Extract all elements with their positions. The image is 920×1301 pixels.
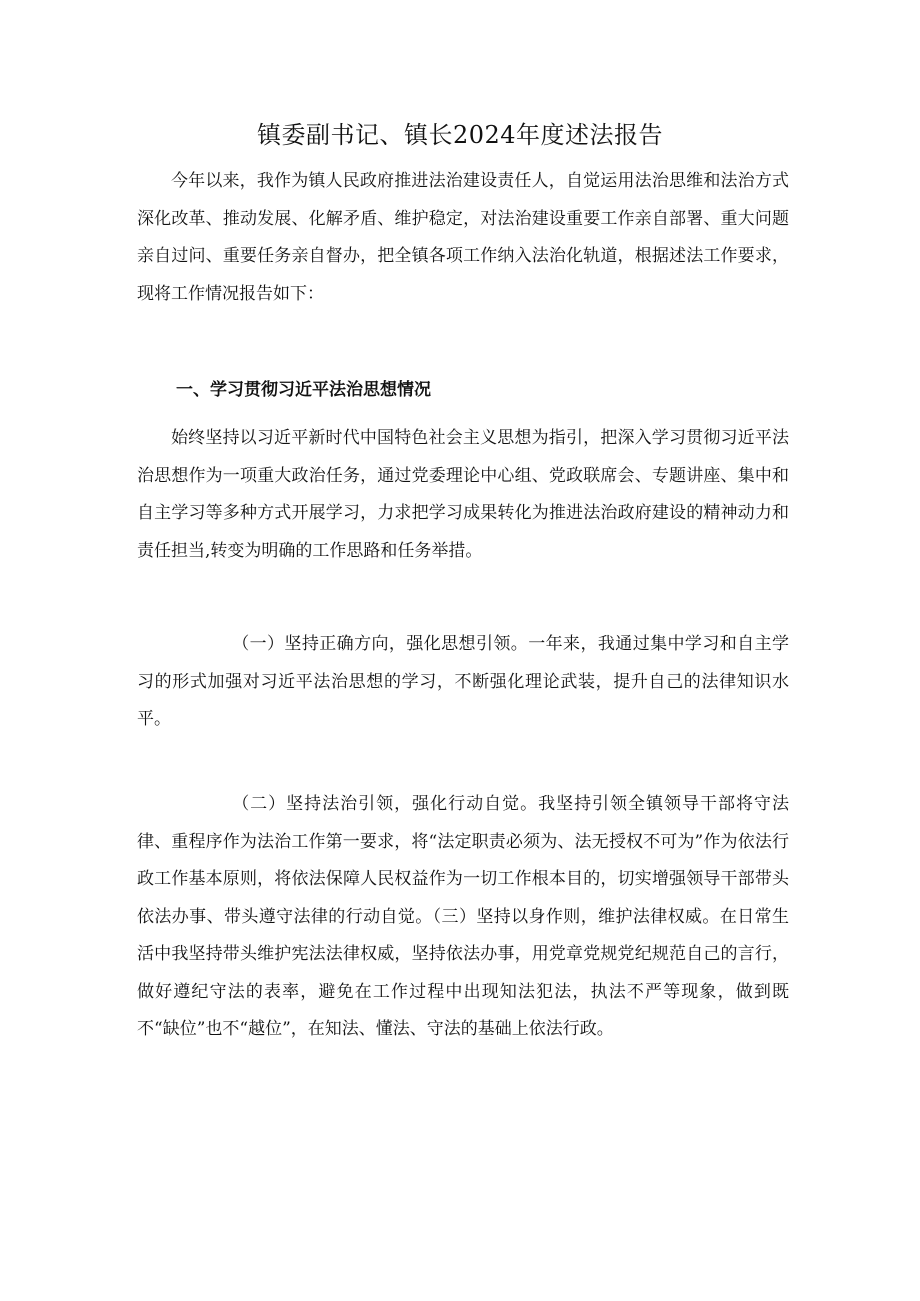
intro-paragraph: 今年以来，我作为镇人民政府推进法治建设责任人，自觉运用法治思维和法治方式深化改革、推动发展、化解矛盾、维护稳定，对法治建设重要工作亲自部署、重大问题亲自过问、重要任务亲自督办，把全镇各项工作纳入法治化轨道，根据述法工作要求，现将工作情况报告如下： (137, 171, 789, 304)
section-1-paragraph: 始终坚持以习近平新时代中国特色社会主义思想为指引，把深入学习贯彻习近平法治思想作为一项重大政治任务，通过党委理论中心组、党政联席会、专题讲座、集中和自主学习等多种方式开展学习，力求把学习成果转化为推进法治政府建设的精神动力和责任担当,转变为明确的工作思路和任务举措。 (137, 428, 789, 561)
section-heading-1: 一、学习贯彻习近平法治思想情况 (176, 380, 431, 400)
subsection-2-paragraph: （二）坚持法治引领，强化行动自觉。我坚持引领全镇领导干部将守法律、重程序作为法治工作第一要求，将“法定职责必须为、法无授权不可为”作为依法行政工作基本原则，将依法保障人民权益作为一切工作根本目的，切实增强领导干部带头依法办事、带头遵守法律的行动自觉。（三）坚持以身作则，维护法律权威。在日常生活中我坚持带头维护宪法法律权威，坚持依法办事，用党章党规党纪规范自己的言行，做好遵纪守法的表率，避免在工作过程中出现知法犯法，执法不严等现象，做到既不“缺位”也不“越位”，在知法、懂法、守法的基础上依法行政。 (137, 794, 789, 1039)
subsection-1-paragraph: （一）坚持正确方向，强化思想引领。一年来，我通过集中学习和自主学习的形式加强对习近平法治思想的学习，不断强化理论武装，提升自己的法律知识水平。 (137, 634, 789, 729)
document-title: 镇委副书记、镇长2024年度述法报告 (256, 121, 664, 149)
